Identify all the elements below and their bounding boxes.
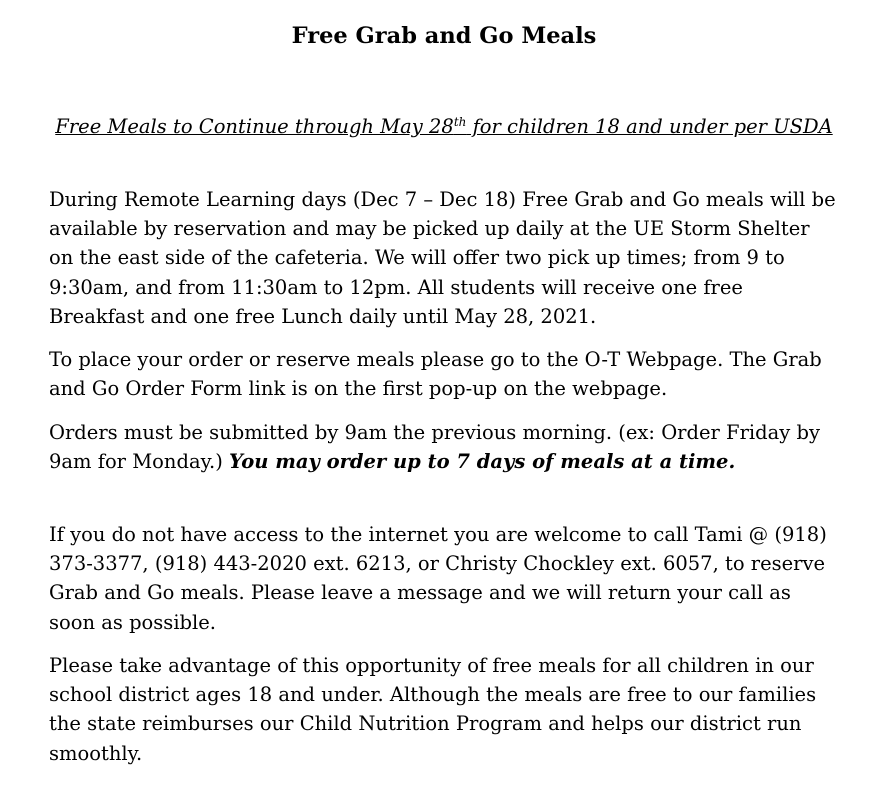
paragraph-remote-learning: During Remote Learning days (Dec 7 – Dec 18) Free Grab and Go meals will be available by reservation and may be picked up daily at the UE Storm Shelter on the east side of the cafeteria. We will offer two pick up times; from 9 to 9:30am, and from 11:30am to 12pm. All students will receive one free Breakfast and one free Lunch daily until May 28, 2021.	[49, 188, 836, 328]
subtitle-text-continued: for children 18 and under per USDA	[466, 115, 833, 138]
order-deadline-text: Orders must be submitted by 9am the previous morning. (ex: Order Friday by 9am for Monday.)	[49, 421, 820, 474]
subtitle-text: Free Meals to Continue through May 28	[55, 115, 454, 138]
order-limit-emphasis: You may order up to 7 days of meals at a time.	[229, 450, 736, 474]
paragraph-order-instructions: To place your order or reserve meals please go to the O-T Webpage. The Grab and Go Order Form link is on the first pop-up on the webpage.	[49, 348, 822, 401]
paragraph-order-deadline	[49, 418, 839, 476]
paragraph-phone-contact: If you do not have access to the internet you are welcome to call Tami @ (918) 373-3377, (918) 443-2020 ext. 6213, or Christy Chockley ext. 6057, to reserve Grab and Go meals. Please leave a message and we will return your call as soon as possible.	[49, 523, 827, 634]
subtitle	[49, 112, 839, 141]
document-title: Free Grab and Go Meals	[291, 23, 597, 49]
subtitle-superscript: th	[453, 115, 467, 129]
paragraph-closing: Please take advantage of this opportunity of free meals for all children in our school district ages 18 and under. Although the meals are free to our families the state reimburses our Child Nutrition Program and helps our district run smoothly.	[49, 654, 817, 765]
